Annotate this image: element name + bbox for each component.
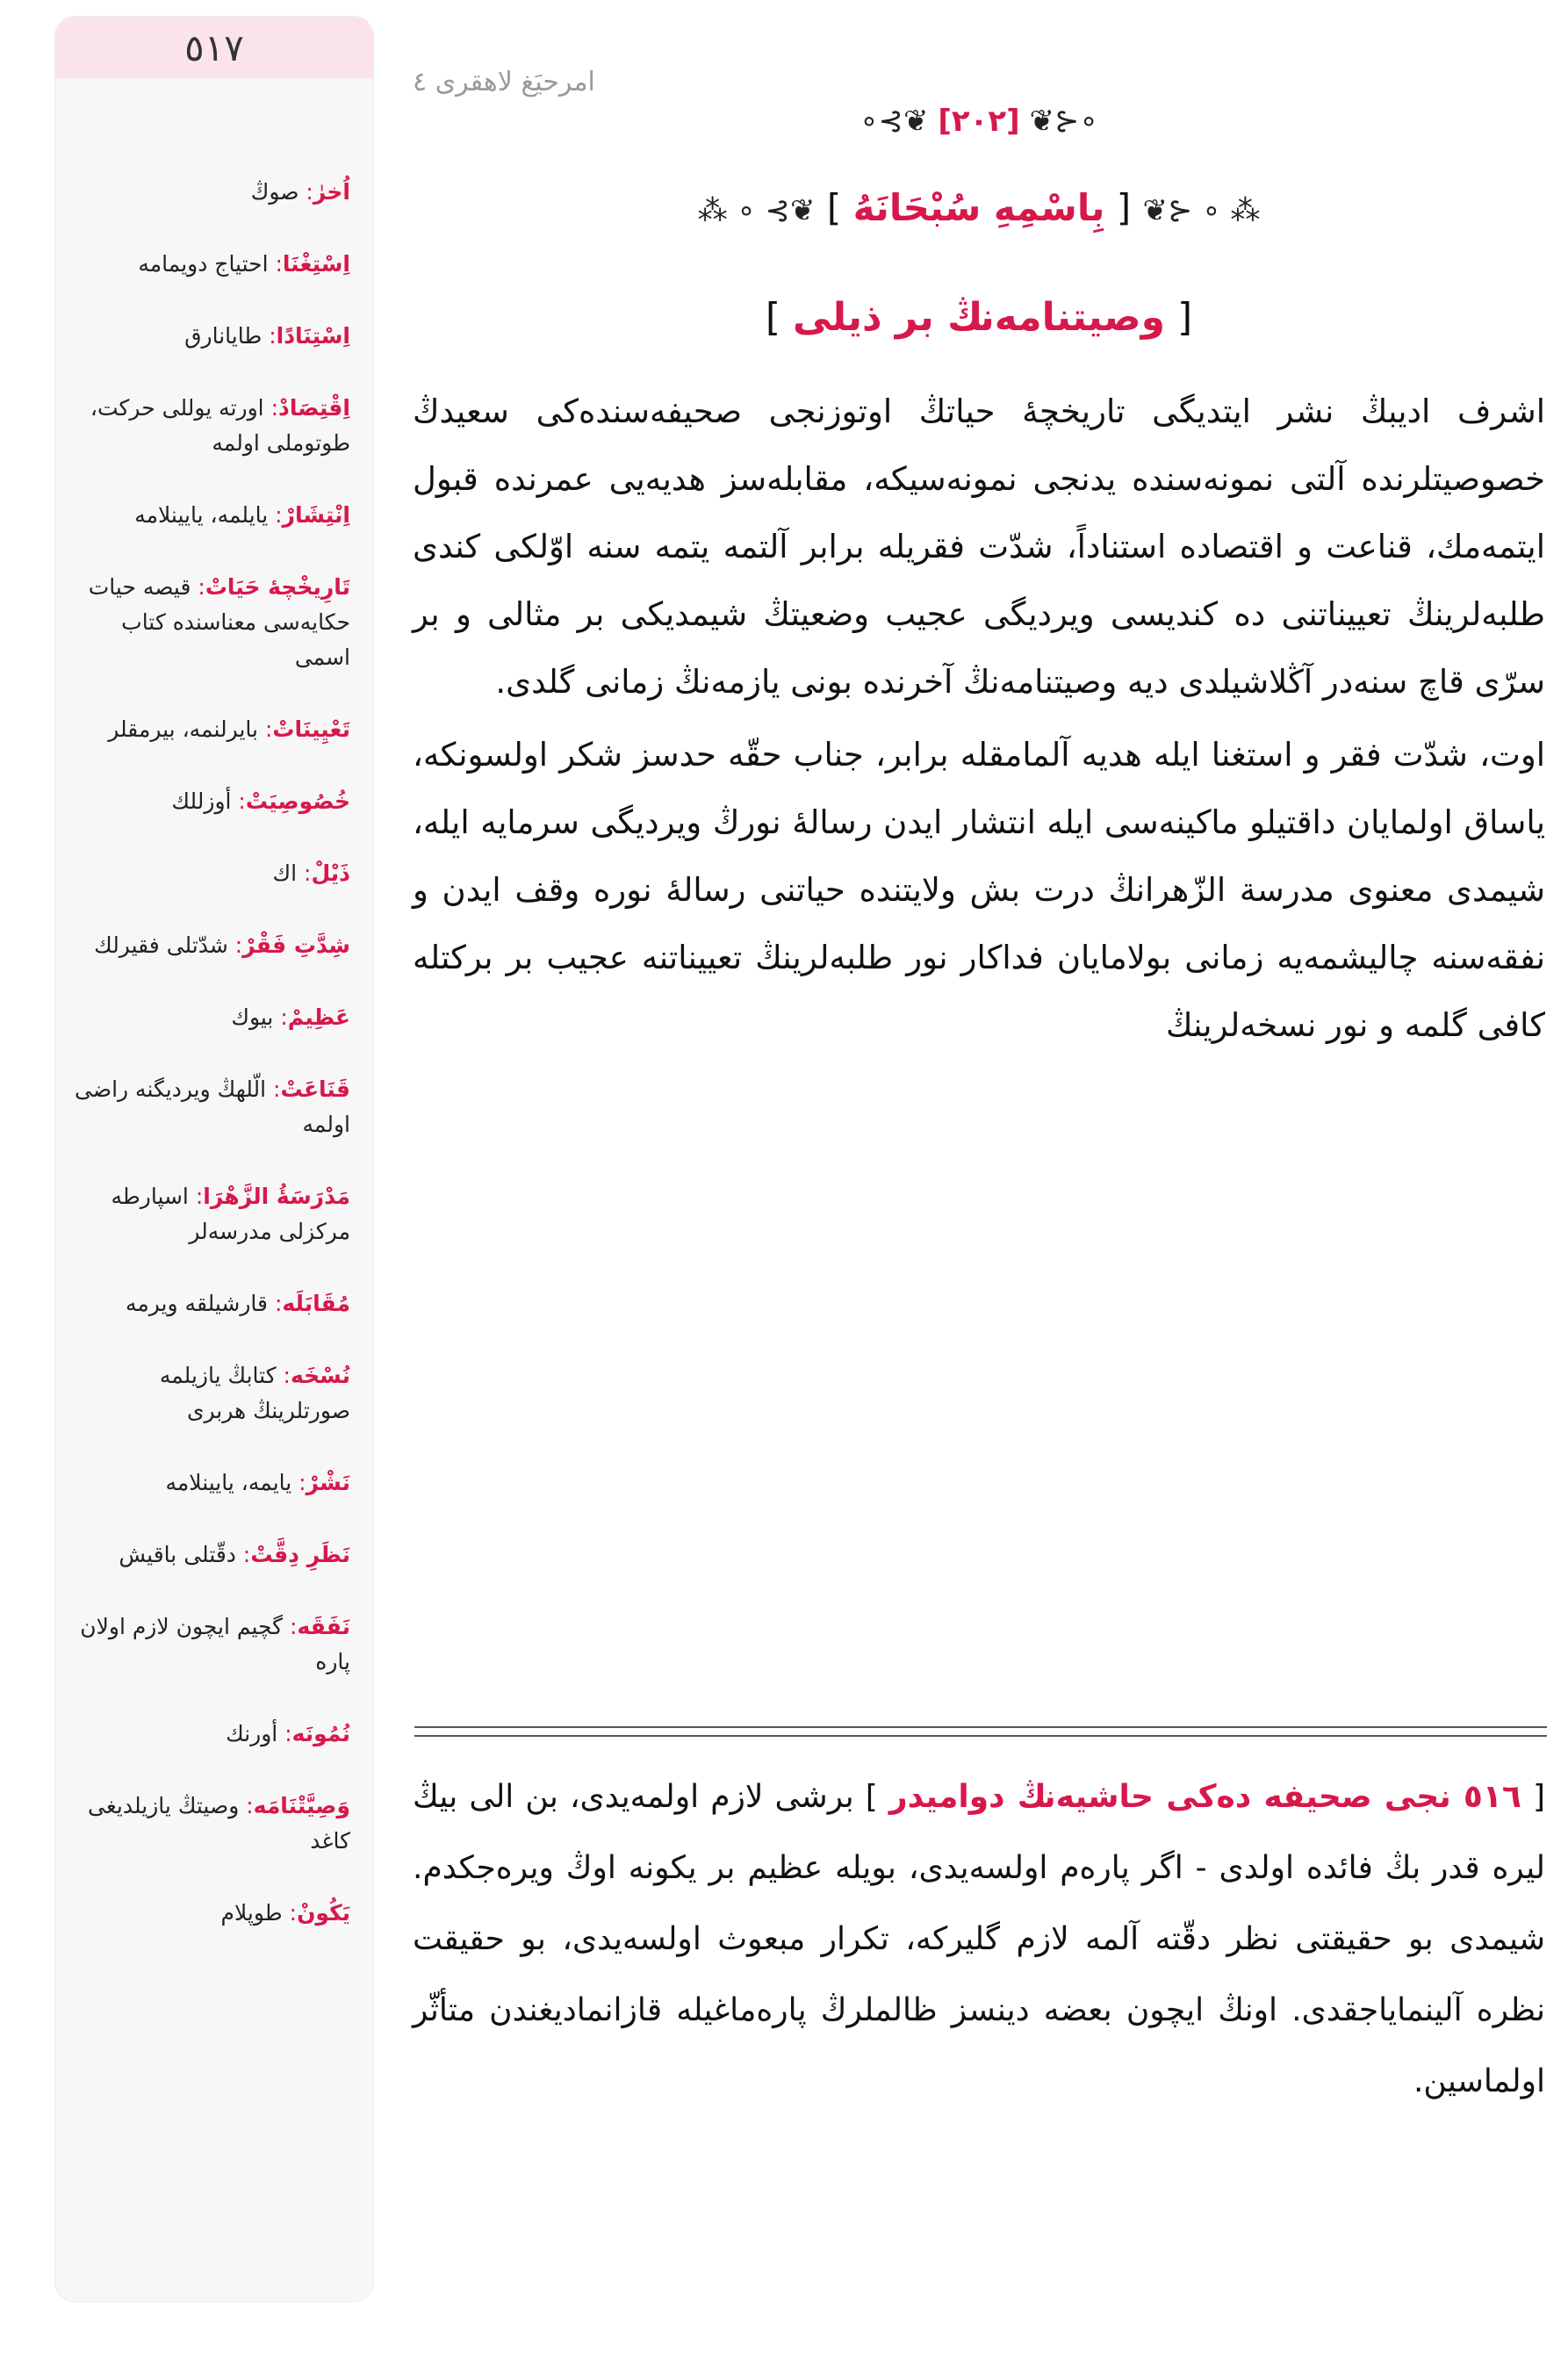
section-title-line: [ وصيتنامه‌نڭ بر ذيلى ] <box>765 295 1193 340</box>
glossary-definition: قيصه حيات حكايه‌سى معناسنده كتاب اسمى <box>88 574 350 670</box>
glossary-list <box>55 78 373 1931</box>
glossary-term: اِسْتِنَادًا <box>276 323 350 349</box>
body-paragraph: اوت، شدّت فقر و استغنا ايله هديه آلمامقله برابر، جناب حقّه حدسز شكر اولسونكه، ياساق اولمايان داقتيلو ماكينه‌سى ايله انتشار ايدن رسالۀ نورڭ ويرديگى سرمايه ايله، شيمدى معنوى مدرسة الزّهرانڭ درت بش ولايتنده حياتنى رسالۀ نوره وقف ايدن و نفقه‌سنه چاليشمه‌يه زمانى بولامايان فداكار نور طلبه‌لرينڭ تعييناتنه عجيب بر بركتله كافى گلمه و نور نسخه‌لرينڭ <box>413 736 1545 1044</box>
book-label: امرحيَغ لاهقرى ٤ <box>413 67 595 97</box>
glossary-entry: ذَيْلْ: اك <box>272 860 350 886</box>
body-text <box>413 378 1545 1059</box>
glossary-entry: اِسْتِنَادًا: طايانارق <box>184 323 350 349</box>
glossary-term: نُسْخَه <box>290 1363 350 1388</box>
glossary-term: مَدْرَسَۀُ الزَّهْرَا <box>203 1184 350 1209</box>
glossary-term: تَارِيخْچۀ حَيَاتْ <box>205 574 350 600</box>
glossary-term: شِدَّتِ فَقْرْ <box>242 932 350 958</box>
glossary-entry: نُمُونَه: أورنك <box>226 1721 350 1746</box>
glossary-term: اِسْتِغْنَا <box>282 251 350 277</box>
glossary-entry: نُسْخَه: كتابڭ يازيلمه صورتلرينڭ هربرى <box>159 1363 350 1423</box>
glossary-term: وَصِيَّتْنَامَه <box>253 1793 350 1818</box>
footnote <box>413 1761 1545 2117</box>
glossary-definition: طايانارق <box>184 323 263 349</box>
glossary-term: نُمُونَه <box>291 1721 350 1746</box>
glossary-entry: نَشْرْ: يايمه، يايينلامه <box>165 1470 350 1495</box>
glossary-definition: أورنك <box>226 1721 278 1746</box>
glossary-term: قَنَاعَتْ <box>280 1076 350 1102</box>
glossary-entry: مُقَابَلَه: قارشيلقه ويرمه <box>125 1291 350 1316</box>
footnote-paragraph: [ ٥١٦ نجى صحيفه ده‌كى حاشيه‌نڭ دوامیدر ] برشى لازم اولمه‌يدى، بن الى بيڭ ليره قدر بڭ فائده اولدى - اگر پاره‌م اولسه‌يدى، بويله عظيم بر يكونه اوڭ ويره‌جكدم. شيمدى بو حقيقتى نظر دقّته آلمه لازم گليركه، تكرار مبعوث اولسه‌يدى، بو حقيقت نظره آلينماياجقدى. اونڭ ايچون بعضه دينسز ظالملرڭ پاره‌ماغيله قازانماديغندن متأثّر اولماسين. <box>413 1779 1545 2099</box>
page-number: ٥١٧ <box>55 17 373 78</box>
glossary-definition: الّلهڭ ويرديگنه راضى اولمه <box>75 1076 350 1137</box>
glossary-entry: عَظِيمْ: بيوك <box>231 1004 350 1030</box>
glossary-term: ذَيْلْ <box>311 860 350 886</box>
glossary-term: نَظَرِ دِقَّتْ <box>250 1542 350 1567</box>
footnote-reference: ٥١٦ نجى صحيفه ده‌كى حاشيه‌نڭ دوامیدر <box>888 1779 1521 1815</box>
glossary-term: اِقْتِصَادْ <box>278 395 350 421</box>
glossary-term: مُقَابَلَه <box>282 1291 350 1316</box>
body-paragraph: اشرف اديبڭ نشر ايتديگى تاريخچۀ حياتڭ اوتوزنجى صحيفه‌سنده‌كى سعيدڭ خصوصيتلرنده آلتى نمونه‌سنده يدنجى نمونه‌سيكه، مقابله‌سز هديه‌يى عمرنده قبول ايتمه‌مك، قناعت و اقتصاده استناداً، شدّت فقريله برابر آلتمه يتمه سنه اوّلكى كندى طلبه‌لرينڭ تعييناتنى ده كنديسى ويرديگى عجيب وضعيتڭ شيمديكى بر مثالى و بر سرّى قاچ سنه‌در آڭلاشيلدى ديه وصيتنامه‌نڭ آخرنده بونى يازمه‌نڭ زمانى گلدى. <box>413 392 1545 701</box>
glossary-term: نَفَقَه <box>297 1614 350 1639</box>
glossary-definition: طوپلام <box>220 1900 283 1926</box>
glossary-term: اُخرٰ <box>313 179 350 205</box>
section-number-header: ∘⊰❦ [٢٠٢] ❦⊱∘ <box>860 104 1098 139</box>
glossary-definition: قارشيلقه ويرمه <box>125 1291 268 1316</box>
glossary-entry: قَنَاعَتْ: الّلهڭ ويرديگنه راضى اولمه <box>75 1076 350 1137</box>
glossary-term: يَكُونْ <box>297 1900 350 1926</box>
glossary-entry: يَكُونْ: طوپلام <box>220 1900 350 1926</box>
glossary-entry: اِقْتِصَادْ: اورته يوللى حركت، طوتوملى اولمه <box>90 395 350 456</box>
basmala-line: ⁂ ∘ ⊰❦ [ بِاسْمِهِ سُبْحَانَهُ ] ❦⊱ ∘ ⁂ <box>697 186 1261 229</box>
glossary-entry: مَدْرَسَۀُ الزَّهْرَا: اسپارطه مركزلى مدرسه‌لر <box>111 1184 350 1244</box>
glossary-definition: كتابڭ يازيلمه صورتلرينڭ هربرى <box>159 1363 350 1423</box>
glossary-definition: يايمه، يايينلامه <box>165 1470 292 1495</box>
glossary-entry: وَصِيَّتْنَامَه: وصيتڭ يازيلديغى كاغد <box>88 1793 350 1854</box>
glossary-term: خُصُوصِيَتْ <box>245 788 350 814</box>
ornament-icon: ∘⊰❦ <box>1029 104 1098 139</box>
glossary-definition: احتياج دويمامه <box>138 251 269 277</box>
glossary-sidebar <box>54 16 374 2302</box>
glossary-entry: شِدَّتِ فَقْرْ: شدّتلى فقيرلك <box>94 932 350 958</box>
glossary-definition: شدّتلى فقيرلك <box>94 932 228 958</box>
glossary-definition: أوزللك <box>171 788 232 814</box>
glossary-definition: صوڭ <box>250 179 299 205</box>
glossary-entry: نَفَقَه: گچيم ايچون لازم اولان پاره <box>80 1614 350 1674</box>
basmala: بِاسْمِهِ سُبْحَانَهُ <box>852 186 1105 229</box>
glossary-term: نَشْرْ <box>306 1470 350 1495</box>
section-title: وصيتنامه‌نڭ بر ذيلى <box>793 295 1165 340</box>
glossary-definition: اورته يوللى حركت، طوتوملى اولمه <box>90 395 350 456</box>
glossary-entry: تَارِيخْچۀ حَيَاتْ: قيصه حيات حكايه‌سى معناسنده كتاب اسمى <box>88 574 350 670</box>
glossary-entry: تَعْيِينَاتْ: بايرلنمه، بيرمقلر <box>108 716 350 742</box>
glossary-definition: اسپارطه مركزلى مدرسه‌لر <box>111 1184 350 1244</box>
glossary-entry: اُخرٰ: صوڭ <box>250 179 350 205</box>
ornament-icon: ⁂ ∘ ⊰❦ <box>1142 193 1261 228</box>
glossary-term: اِنْتِشَارْ <box>282 502 350 528</box>
ornament-icon: ❦⊱∘ <box>860 104 929 139</box>
glossary-definition: بايرلنمه، بيرمقلر <box>108 716 258 742</box>
glossary-definition: دقّتلى باقيش <box>119 1542 236 1567</box>
glossary-definition: اك <box>272 860 298 886</box>
glossary-term: عَظِيمْ <box>287 1004 350 1030</box>
glossary-entry: اِسْتِغْنَا: احتياج دويمامه <box>138 251 350 277</box>
glossary-definition: وصيتڭ يازيلديغى كاغد <box>88 1793 350 1854</box>
glossary-entry: نَظَرِ دِقَّتْ: دقّتلى باقيش <box>119 1542 350 1567</box>
ornament-icon: ❦⊱ ∘ ⁂ <box>697 193 816 228</box>
glossary-definition: گچيم ايچون لازم اولان پاره <box>80 1614 350 1674</box>
section-number: ٢٠٢ <box>951 104 1007 139</box>
glossary-term: تَعْيِينَاتْ <box>272 716 350 742</box>
glossary-entry: اِنْتِشَارْ: يايلمه، يايينلامه <box>134 502 350 528</box>
footnote-divider <box>414 1723 1547 1742</box>
glossary-entry: خُصُوصِيَتْ: أوزللك <box>171 788 350 814</box>
glossary-definition: يايلمه، يايينلامه <box>134 502 269 528</box>
glossary-definition: بيوك <box>231 1004 274 1030</box>
